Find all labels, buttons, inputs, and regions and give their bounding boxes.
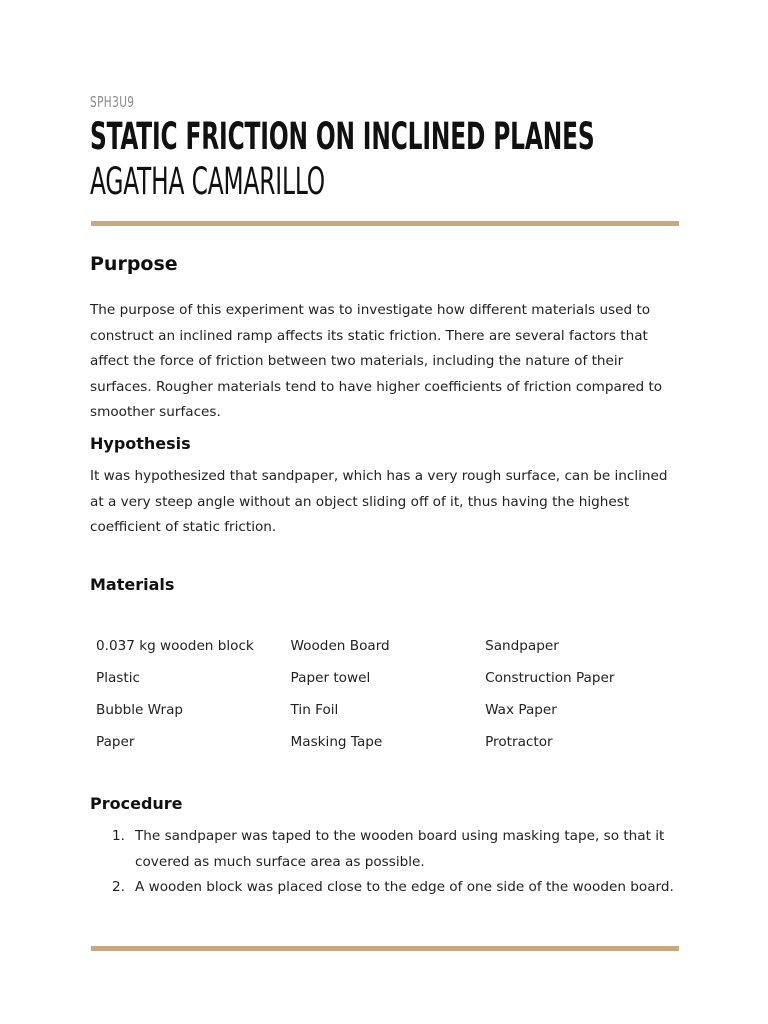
document-title: STATIC FRICTION ON INCLINED PLANES [90, 115, 595, 158]
material-item: Paper towel [290, 670, 371, 686]
step-text: The sandpaper was taped to the wooden board using masking tape, so that it covered as much surface area as possible. [135, 828, 665, 870]
course-code: SPH3U9 [90, 93, 135, 111]
list-item [90, 875, 680, 901]
footer-divider [91, 946, 679, 951]
step-number: 1. [112, 828, 125, 844]
procedure-heading: Procedure [90, 794, 183, 813]
procedure-list [90, 824, 680, 901]
list-item [90, 824, 680, 875]
material-item: Wooden Board [290, 638, 390, 654]
purpose-text: The purpose of this experiment was to investigate how different materials used to construct an inclined ramp affects its static friction. There are several factors that affect the force of friction between two materials, including the nature of their surfaces. Rougher materials tend to have higher coefficients of friction compared to smoother surfaces. [90, 302, 663, 420]
material-item: Bubble Wrap [96, 702, 184, 718]
step-text: A wooden block was placed close to the edge of one side of the wooden board. [135, 879, 674, 895]
material-item: Protractor [485, 734, 553, 750]
table-row [96, 638, 680, 670]
table-row [96, 702, 680, 734]
table-row [96, 670, 680, 702]
purpose-heading: Purpose [90, 253, 178, 275]
material-item: Tin Foil [290, 702, 339, 718]
material-item: Plastic [96, 670, 140, 686]
material-item: Construction Paper [485, 670, 615, 686]
materials-table [96, 638, 680, 766]
table-row [96, 734, 680, 766]
material-item: Sandpaper [485, 638, 559, 654]
hypothesis-heading: Hypothesis [90, 434, 191, 453]
header-divider [91, 221, 679, 226]
material-item: Wax Paper [485, 702, 557, 718]
document-title-block [90, 114, 595, 204]
author-name: AGATHA CAMARILLO [90, 160, 325, 203]
material-item: Masking Tape [290, 734, 383, 750]
step-number: 2. [112, 879, 125, 895]
hypothesis-text: It was hypothesized that sandpaper, which has a very rough surface, can be inclined at a very steep angle without an object sliding off of it, thus having the highest coefficient of static friction. [90, 468, 668, 535]
material-item: 0.037 kg wooden block [96, 638, 254, 654]
materials-heading: Materials [90, 575, 175, 594]
material-item: Paper [96, 734, 135, 750]
